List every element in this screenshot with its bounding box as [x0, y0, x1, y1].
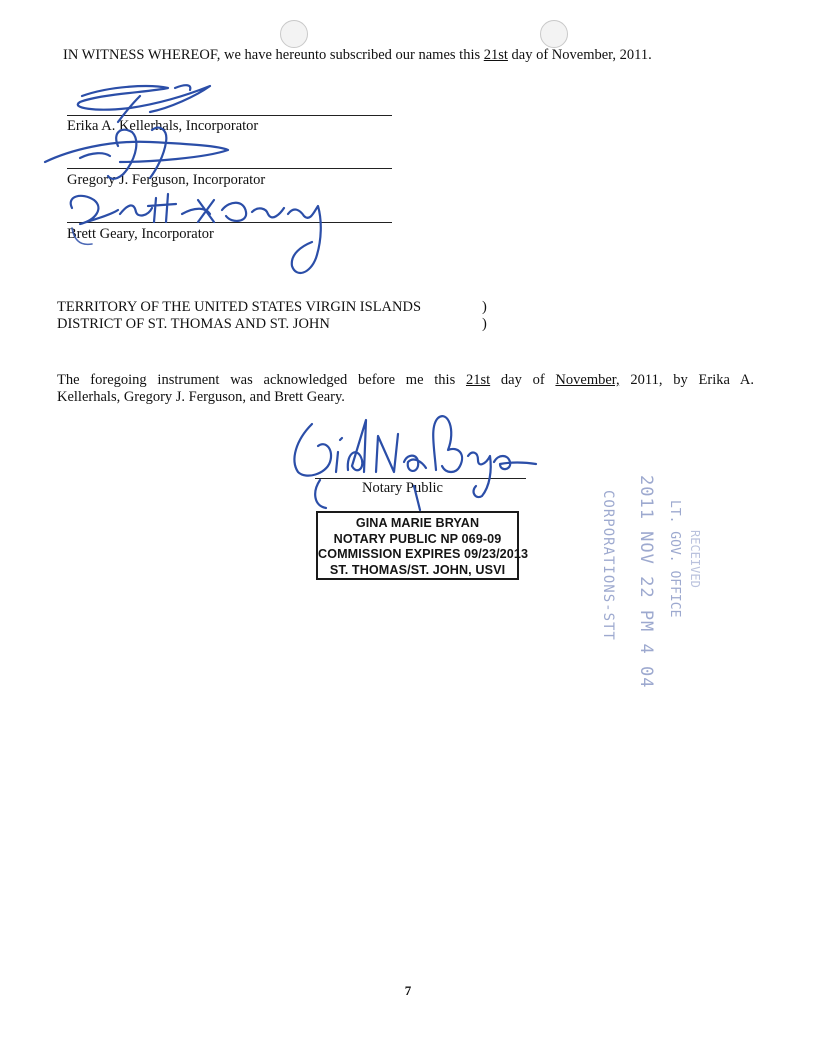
stamp-commission-number: NOTARY PUBLIC NP 069-09 [333, 531, 502, 546]
received-date: 2011 NOV 22 PM 4 04 [636, 475, 656, 689]
signer-label-2: Gregory J. Ferguson, Incorporator [67, 172, 266, 188]
witness-suffix: day of November, 2011. [507, 47, 652, 63]
notary-label: Notary Public [362, 480, 443, 496]
ack-day: 21st [465, 372, 491, 388]
notary-stamp [316, 511, 529, 580]
witness-prefix: IN WITNESS WHEREOF, we have hereunto subscribed our names this [63, 47, 484, 63]
witness-day: 21st [483, 47, 508, 63]
received-office: LT. GOV. OFFICE [667, 500, 682, 618]
venue-territory: TERRITORY OF THE UNITED STATES VIRGIN ISLANDS [57, 299, 422, 315]
stamp-name: GINA MARIE BRYAN [355, 516, 480, 530]
received-stamp [530, 475, 720, 689]
received-label: RECEIVED [688, 530, 702, 588]
venue-district: DISTRICT OF ST. THOMAS AND ST. JOHN [57, 316, 330, 332]
stamp-expiration: COMMISSION EXPIRES 09/23/2013 [318, 547, 529, 561]
ack-month: November, [555, 372, 620, 388]
received-division: CORPORATIONS-STT [600, 490, 616, 641]
ack-mid: day of [490, 372, 556, 388]
ack-prefix: The foregoing instrument was acknowledged before me this [57, 372, 466, 388]
venue-paren-2: ) [482, 316, 487, 332]
signer-label-1: Erika A. Kellerhals, Incorporator [67, 118, 259, 134]
page-number: 7 [404, 983, 412, 998]
acknowledgment-line-2: Kellerhals, Gregory J. Ferguson, and Brett Geary. [57, 389, 345, 405]
ack-suffix: 2011, by Erika A. [619, 372, 754, 388]
stamp-jurisdiction: ST. THOMAS/ST. JOHN, USVI [329, 562, 506, 577]
signer-label-3: Brett Geary, Incorporator [67, 226, 214, 242]
venue-paren-1: ) [482, 299, 487, 315]
